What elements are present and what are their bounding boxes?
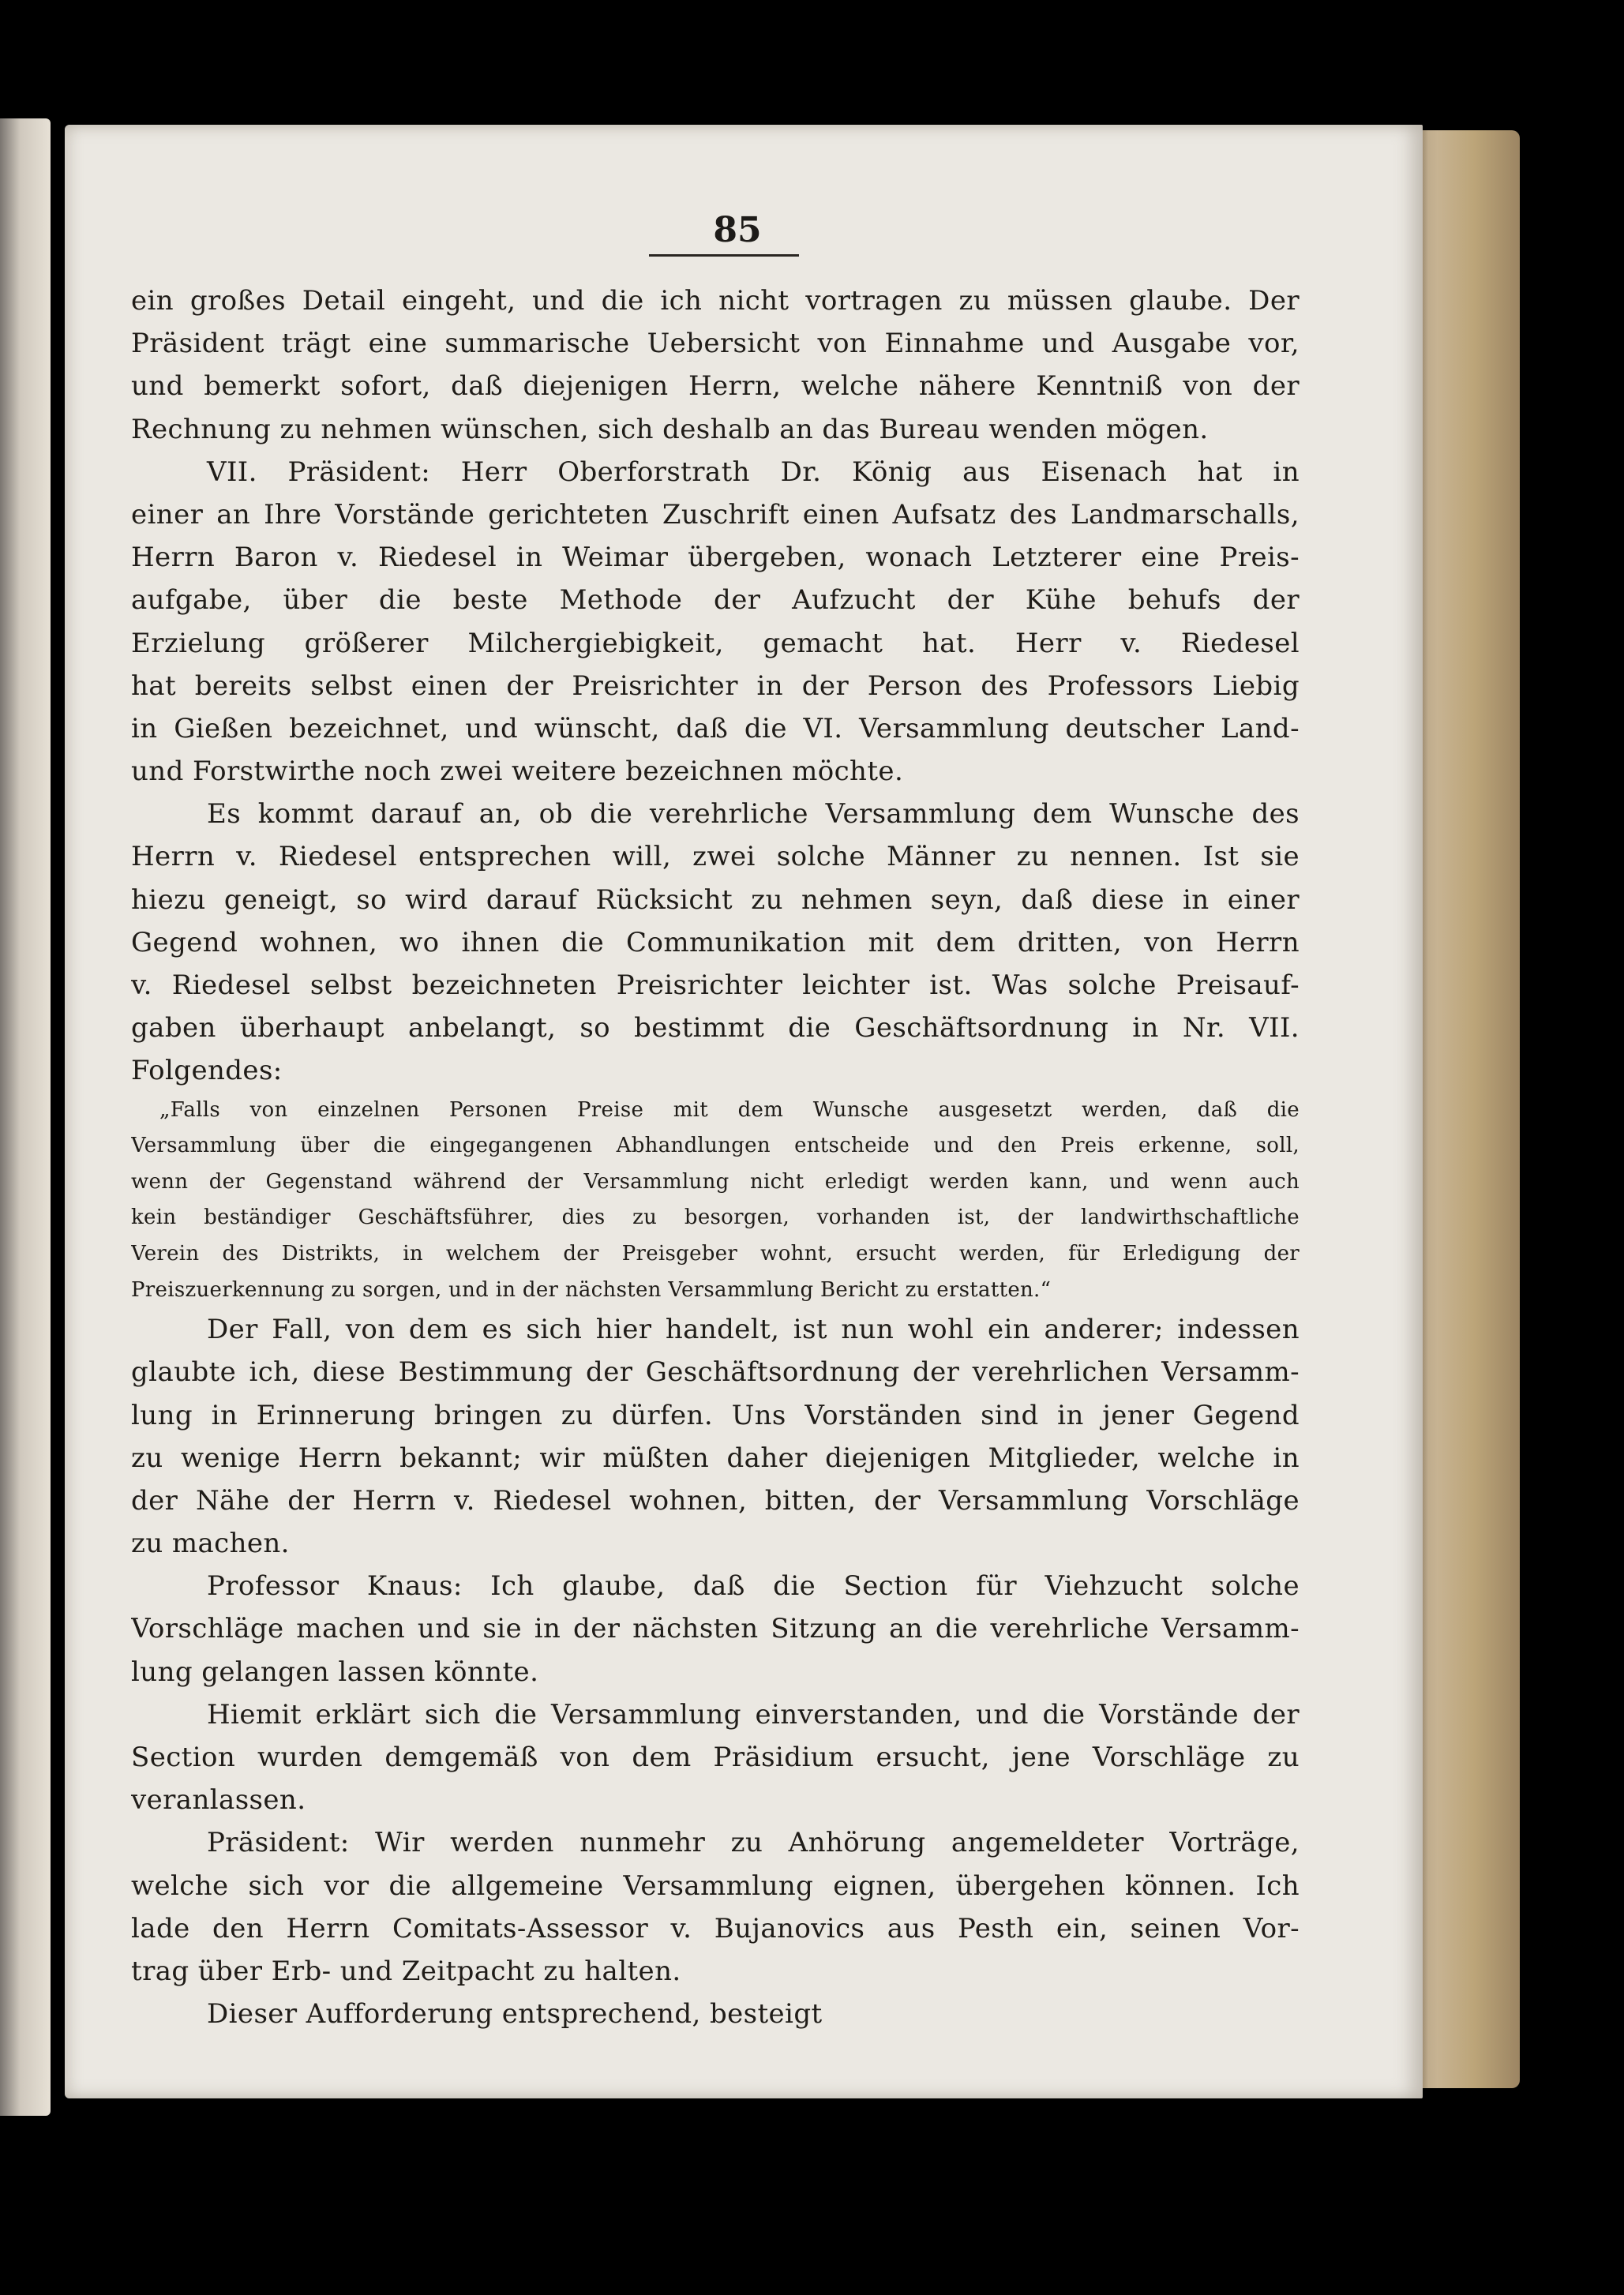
text-line: und Forstwirthe noch zwei weitere bezeichnen möchte. [131,756,904,788]
text-line: VII. Präsident: Herr Oberforstrath Dr. König aus Eisenach hat in [207,456,1300,488]
text-line: hat bereits selbst einen der Preisrichter in der Person des Professors Liebig [131,669,1300,702]
text-line: v. Riedesel selbst bezeichneten Preisrichter leichter ist. Was solche Preisauf- [131,969,1300,1001]
text-line: Vorschläge machen und sie in der nächsten Sitzung an die verehrliche Versamm- [131,1613,1300,1645]
text-line: Rechnung zu nehmen wünschen, sich deshalb an das Bureau wenden mögen. [131,413,1209,445]
text-line: Präsident trägt eine summarische Uebersicht von Einnahme und Ausgabe vor, [131,328,1300,360]
text-line: und bemerkt sofort, daß diejenigen Herrn, welche nähere Kenntniß von der [131,370,1300,403]
text-line: Professor Knaus: Ich glaube, daß die Section für Viehzucht solche [207,1570,1300,1603]
text-line: Der Fall, von dem es sich hier handelt, ist nun wohl ein anderer; indessen [207,1314,1300,1346]
body-section-2 [131,1308,1300,2035]
body-section-1 [131,279,1300,1093]
text-line: lade den Herrn Comitats-Assessor v. Bujanovics aus Pesth ein, seinen Vor- [131,1912,1300,1944]
text-line: Preiszuerkennung zu sorgen, und in der nächsten Versammlung Bericht zu erstatten.“ [131,1277,1052,1302]
quoted-regulation [131,1093,1300,1309]
text-line: lung in Erinnerung bringen zu dürfen. Uns Vorständen sind in jener Gegend [131,1399,1300,1431]
page-text [131,279,1300,2035]
text-line: Herrn Baron v. Riedesel in Weimar übergeben, wonach Letzterer eine Preis- [131,542,1300,574]
book-spine [1417,130,1520,2088]
left-page-edge [0,118,51,2116]
text-line: wenn der Gegenstand während der Versammlung nicht erledigt werden kann, und wenn auch [131,1169,1300,1194]
text-line: zu wenige Herrn bekannt; wir müßten daher diejenigen Mitglieder, welche in [131,1442,1300,1474]
text-line: Gegend wohnen, wo ihnen die Communikation mit dem dritten, von Herrn [131,926,1300,958]
text-line: Folgendes: [131,1055,283,1087]
text-line: veranlassen. [131,1784,306,1817]
text-line: gaben überhaupt anbelangt, so bestimmt die Geschäftsordnung in Nr. VII. [131,1012,1300,1044]
text-line: „Falls von einzelnen Personen Preise mit dem Wunsche ausgesetzt werden, daß die [159,1097,1300,1122]
left-page-edge-marks [2,1934,6,2092]
text-line: Es kommt darauf an, ob die verehrliche Versammlung dem Wunsche des [207,798,1300,831]
book-page [65,125,1423,2098]
text-line: einer an Ihre Vorstände gerichteten Zuschrift einen Aufsatz des Landmarschalls, [131,498,1300,531]
text-line: zu machen. [131,1528,290,1560]
text-line: in Gießen bezeichnet, und wünscht, daß die VI. Versammlung deutscher Land- [131,712,1300,744]
text-line: Versammlung über die eingegangenen Abhandlungen entscheide und den Preis erkenne, soll, [131,1134,1300,1158]
text-line: Section wurden demgemäß von dem Präsidium ersucht, jene Vorschläge zu [131,1742,1300,1773]
text-line: trag über Erb- und Zeitpacht zu halten. [131,1955,681,1987]
page-number: 85 [713,210,762,250]
text-line: glaubte ich, diese Bestimmung der Geschäftsordnung der verehrlichen Versamm- [131,1356,1300,1389]
text-line: hiezu geneigt, so wird darauf Rücksicht zu nehmen seyn, daß diese in einer [131,883,1300,916]
text-line: Präsident: Wir werden nunmehr zu Anhörung angemeldeter Vorträge, [207,1827,1300,1859]
text-line: Hiemit erklärt sich die Versammlung einverstanden, und die Vorstände der [207,1698,1300,1731]
text-line: aufgabe, über die beste Methode der Aufzucht der Kühe behufs der [131,584,1300,617]
text-line: welche sich vor die allgemeine Versammlung eignen, übergehen können. Ich [131,1869,1300,1902]
text-line: ein großes Detail eingeht, und die ich nicht vortragen zu müssen glaube. Der [131,285,1300,317]
text-line: Dieser Aufforderung entsprechend, besteigt [207,1998,823,2031]
text-line: Herrn v. Riedesel entsprechen will, zwei solche Männer zu nennen. Ist sie [131,841,1300,873]
text-line: Erzielung größerer Milchergiebigkeit, gemacht hat. Herr v. Riedesel [131,627,1300,659]
page-number-rule [649,254,799,257]
text-line: kein beständiger Geschäftsführer, dies zu besorgen, vorhanden ist, der landwirthschaftliche [131,1206,1300,1230]
text-line: Verein des Distrikts, in welchem der Preisgeber wohnt, ersucht werden, für Erledigung der [131,1241,1300,1266]
text-line: der Nähe der Herrn v. Riedesel wohnen, bitten, der Versammlung Vorschläge [131,1484,1300,1517]
text-line: lung gelangen lassen könnte. [131,1656,539,1688]
